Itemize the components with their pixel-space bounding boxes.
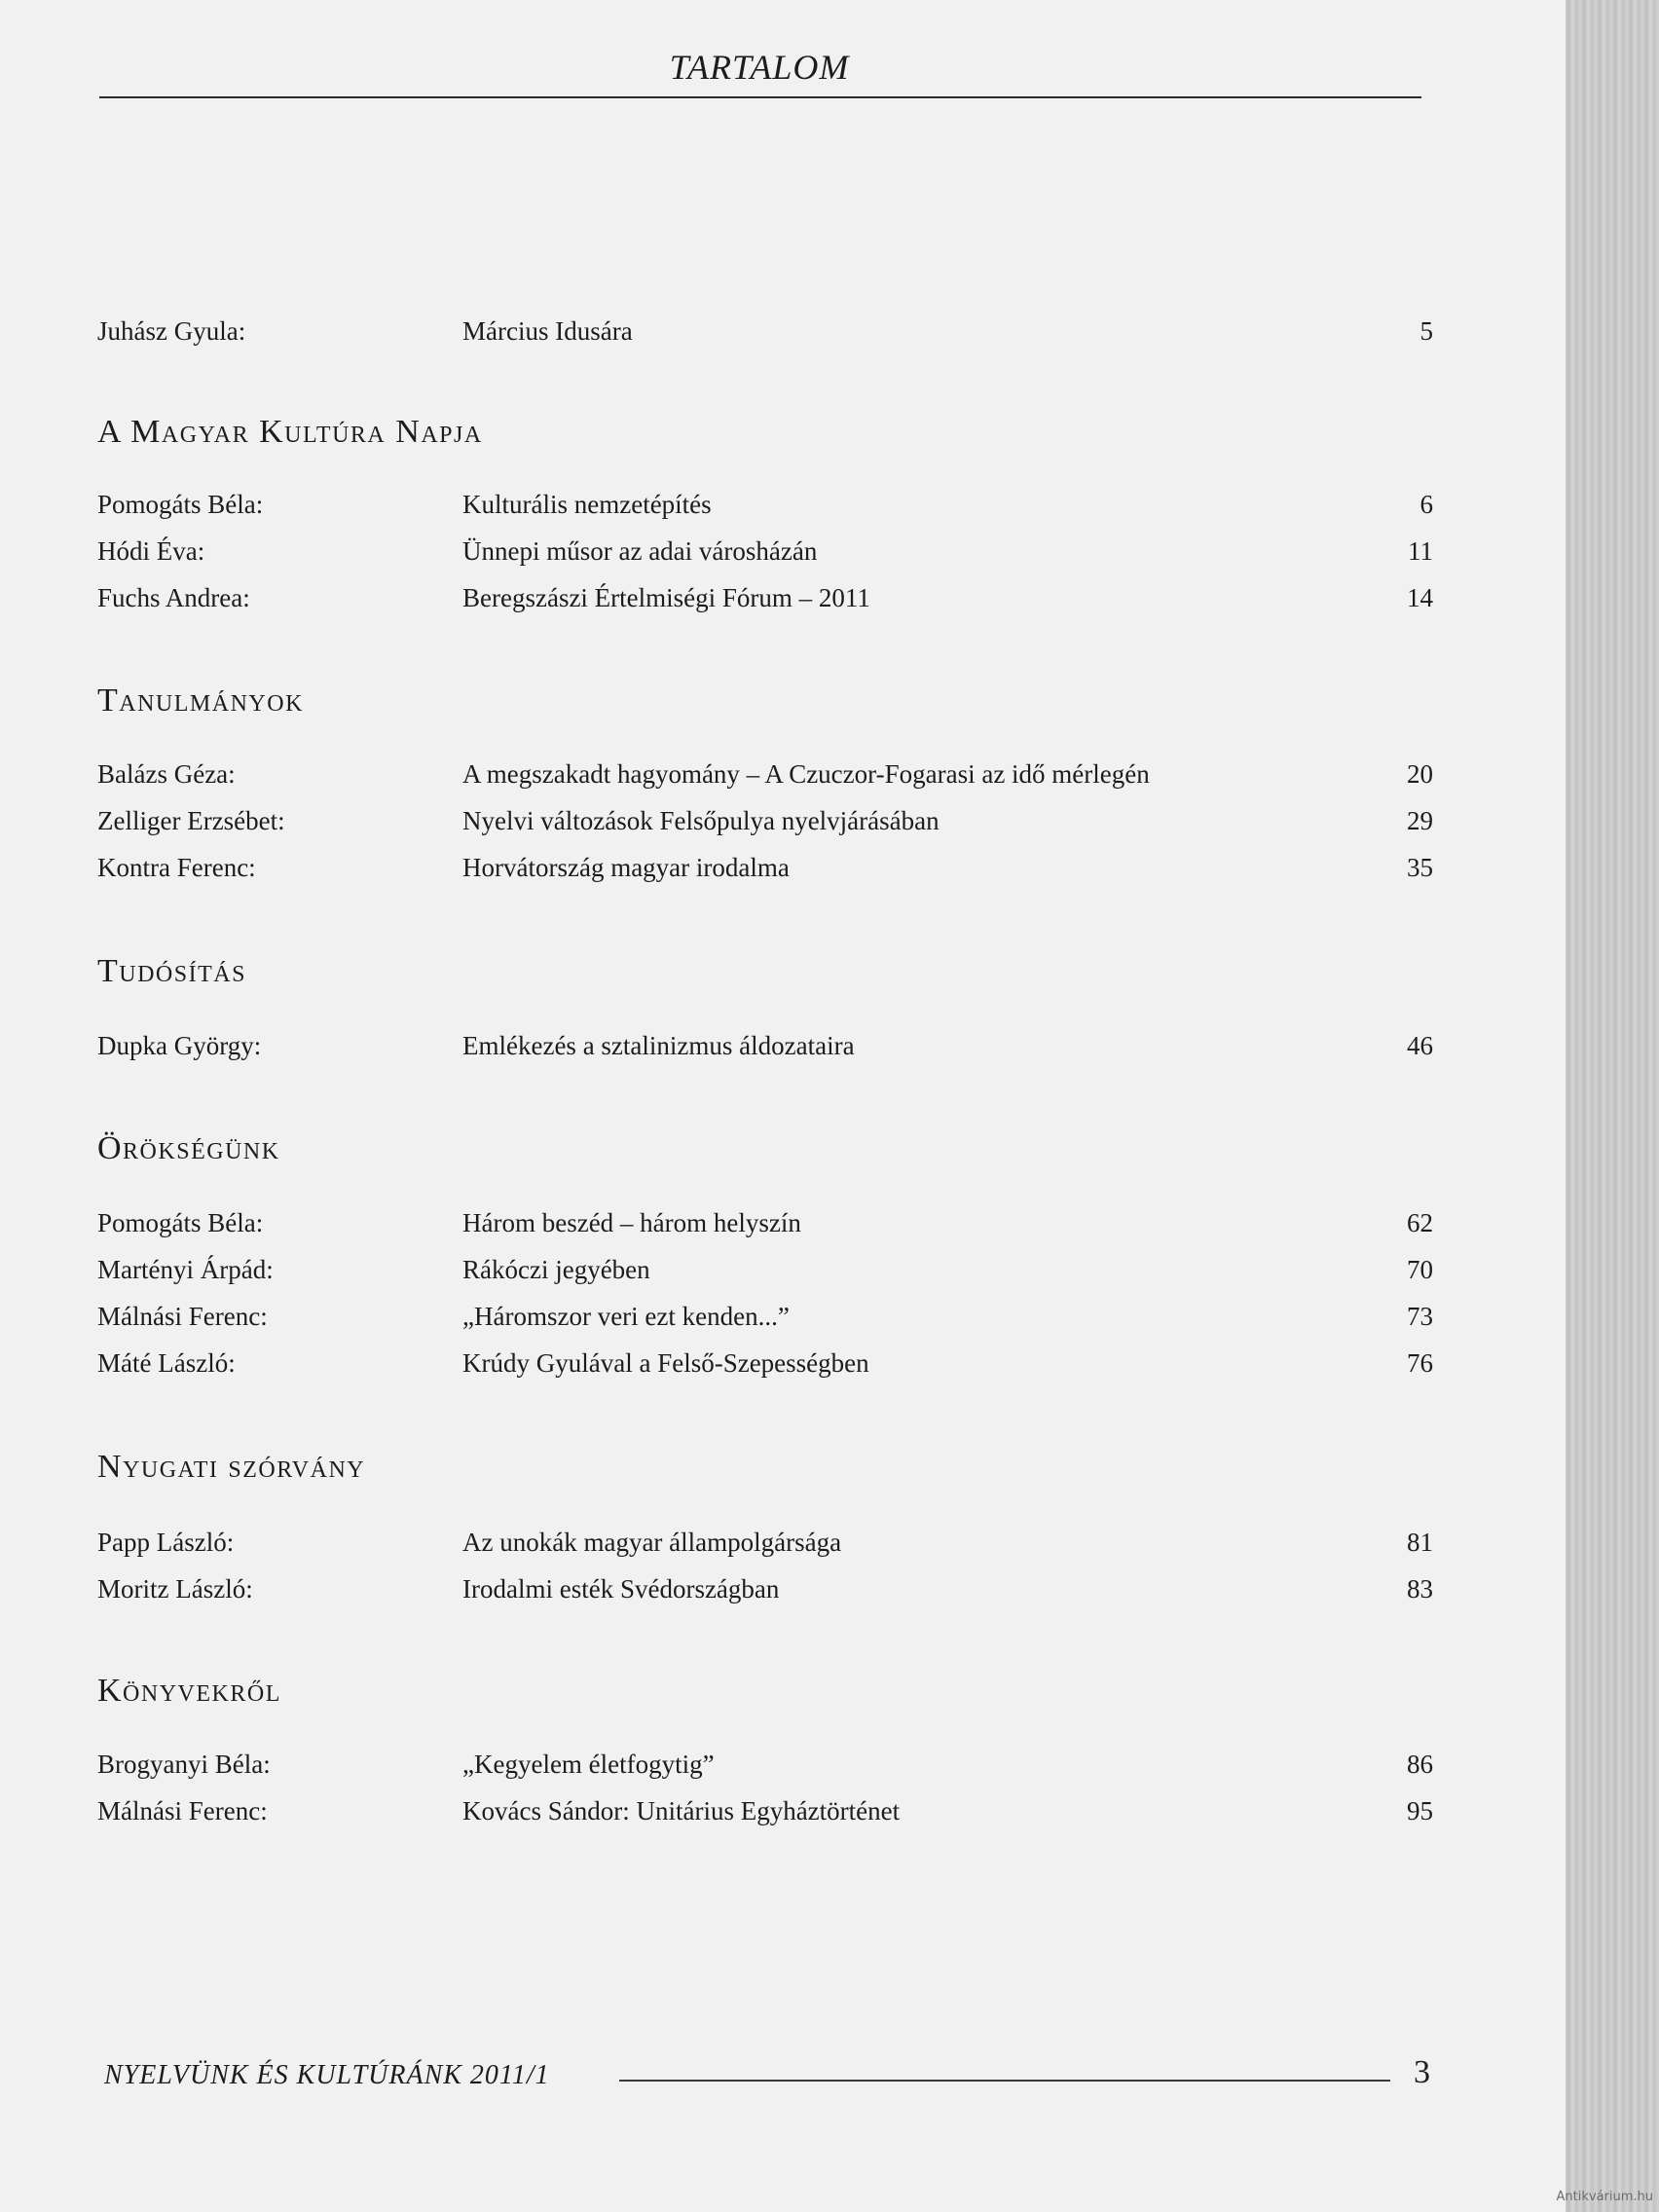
toc-entry-page-number: 14 xyxy=(1407,583,1433,612)
wooden-background xyxy=(1556,0,1659,2212)
toc-entry-author: Máté László: xyxy=(97,1348,236,1378)
toc-entry-page-number: 86 xyxy=(1407,1750,1433,1779)
toc-entry-page-number: 46 xyxy=(1407,1031,1433,1060)
toc-entry-author: Papp László: xyxy=(97,1528,235,1557)
toc-entry-author: Fuchs Andrea: xyxy=(97,583,250,612)
toc-entry-title: Horvátország magyar irodalma xyxy=(462,853,790,882)
toc-entry xyxy=(97,1343,1433,1383)
toc-entry xyxy=(97,1744,1433,1785)
toc-entry xyxy=(97,311,1433,351)
toc-entry-page-number: 70 xyxy=(1407,1255,1433,1284)
toc-entry-author: Balázs Géza: xyxy=(97,759,236,789)
toc-entry xyxy=(97,577,1433,618)
toc-entry xyxy=(97,1025,1433,1066)
toc-entry-title: Irodalmi esték Svédországban xyxy=(462,1574,780,1604)
toc-entry-page-number: 76 xyxy=(1407,1348,1433,1378)
section-heading: A Magyar Kultúra Napja xyxy=(97,414,483,450)
toc-entry xyxy=(97,1790,1433,1831)
toc-entry-page-number: 5 xyxy=(1419,316,1433,346)
toc-entry-page-number: 20 xyxy=(1407,759,1433,789)
section-heading: Tanulmányok xyxy=(97,682,304,719)
toc-entry-author: Hódi Éva: xyxy=(97,536,205,566)
toc-entry-author: Málnási Ferenc: xyxy=(97,1302,268,1331)
toc-entry-title: Krúdy Gyulával a Felső-Szepességben xyxy=(462,1348,869,1378)
toc-entry-title: Kovács Sándor: Unitárius Egyháztörténet xyxy=(462,1796,901,1825)
toc-entry xyxy=(97,484,1433,525)
toc-entry-author: Brogyanyi Béla: xyxy=(97,1750,271,1779)
toc-entry-page-number: 81 xyxy=(1407,1528,1433,1557)
toc-entry xyxy=(97,1522,1433,1563)
toc-entry-title: Emlékezés a sztalinizmus áldozataira xyxy=(462,1031,855,1060)
toc-entry-title: Három beszéd – három helyszín xyxy=(462,1208,801,1237)
toc-entry-title: Az unokák magyar állampolgársága xyxy=(462,1528,842,1557)
toc-entry-title: Ünnepi műsor az adai városházán xyxy=(462,536,818,566)
toc-entry-title: Kulturális nemzetépítés xyxy=(462,490,712,519)
toc-entry-page-number: 73 xyxy=(1407,1302,1433,1331)
toc-entry-author: Dupka György: xyxy=(97,1031,262,1060)
toc-entry-title: Beregszászi Értelmiségi Fórum – 2011 xyxy=(462,583,870,612)
toc-entry-page-number: 35 xyxy=(1407,853,1433,882)
toc-entry-page-number: 6 xyxy=(1419,490,1433,519)
toc-entry xyxy=(97,1296,1433,1337)
toc-entry-author: Pomogáts Béla: xyxy=(97,490,264,519)
toc-entry xyxy=(97,1202,1433,1243)
toc-entry-author: Moritz László: xyxy=(97,1574,253,1604)
footer-rule xyxy=(619,2080,1390,2082)
footer-page-number: 3 xyxy=(1414,2054,1430,2090)
toc-entry-page-number: 95 xyxy=(1407,1796,1433,1825)
toc-entry-page-number: 29 xyxy=(1407,806,1433,835)
toc-entry-page-number: 11 xyxy=(1408,536,1433,566)
section-heading: Könyvekről xyxy=(97,1673,281,1709)
toc-entry-author: Kontra Ferenc: xyxy=(97,853,256,882)
toc-entry-author: Málnási Ferenc: xyxy=(97,1796,268,1825)
toc-entry-author: Martényi Árpád: xyxy=(97,1255,274,1284)
toc-entry-author: Juhász Gyula: xyxy=(97,316,246,346)
toc-entry xyxy=(97,754,1433,794)
toc-entry-page-number: 83 xyxy=(1407,1574,1433,1604)
toc-entry-title: „Háromszor veri ezt kenden...” xyxy=(462,1302,790,1331)
section-heading: Tudósítás xyxy=(97,953,246,989)
toc-entry-title: Rákóczi jegyében xyxy=(462,1255,650,1284)
toc-entry xyxy=(97,1568,1433,1609)
footer-journal-name: NYELVÜNK ÉS KULTÚRÁNK 2011/1 xyxy=(104,2060,550,2090)
toc-entry-page-number: 62 xyxy=(1407,1208,1433,1237)
toc-entry-title: „Kegyelem életfogytig” xyxy=(462,1750,715,1779)
section-heading: Örökségünk xyxy=(97,1130,280,1166)
page-title: TARTALOM xyxy=(669,48,850,87)
watermark: Antikvárium.hu xyxy=(1556,2190,1653,2204)
toc-entry-title: A megszakadt hagyomány – A Czuczor-Fogarasi az idő mérlegén xyxy=(462,759,1150,789)
toc-entry-title: Március Idusára xyxy=(462,316,633,346)
toc-entry-author: Zelliger Erzsébet: xyxy=(97,806,285,835)
toc-entry xyxy=(97,1249,1433,1290)
toc-entry xyxy=(97,531,1433,571)
toc-entry xyxy=(97,800,1433,841)
toc-entry-author: Pomogáts Béla: xyxy=(97,1208,264,1237)
toc-entry xyxy=(97,847,1433,888)
toc-entry-title: Nyelvi változások Felsőpulya nyelvjárásában xyxy=(462,806,940,835)
section-heading: Nyugati szórvány xyxy=(97,1449,366,1485)
